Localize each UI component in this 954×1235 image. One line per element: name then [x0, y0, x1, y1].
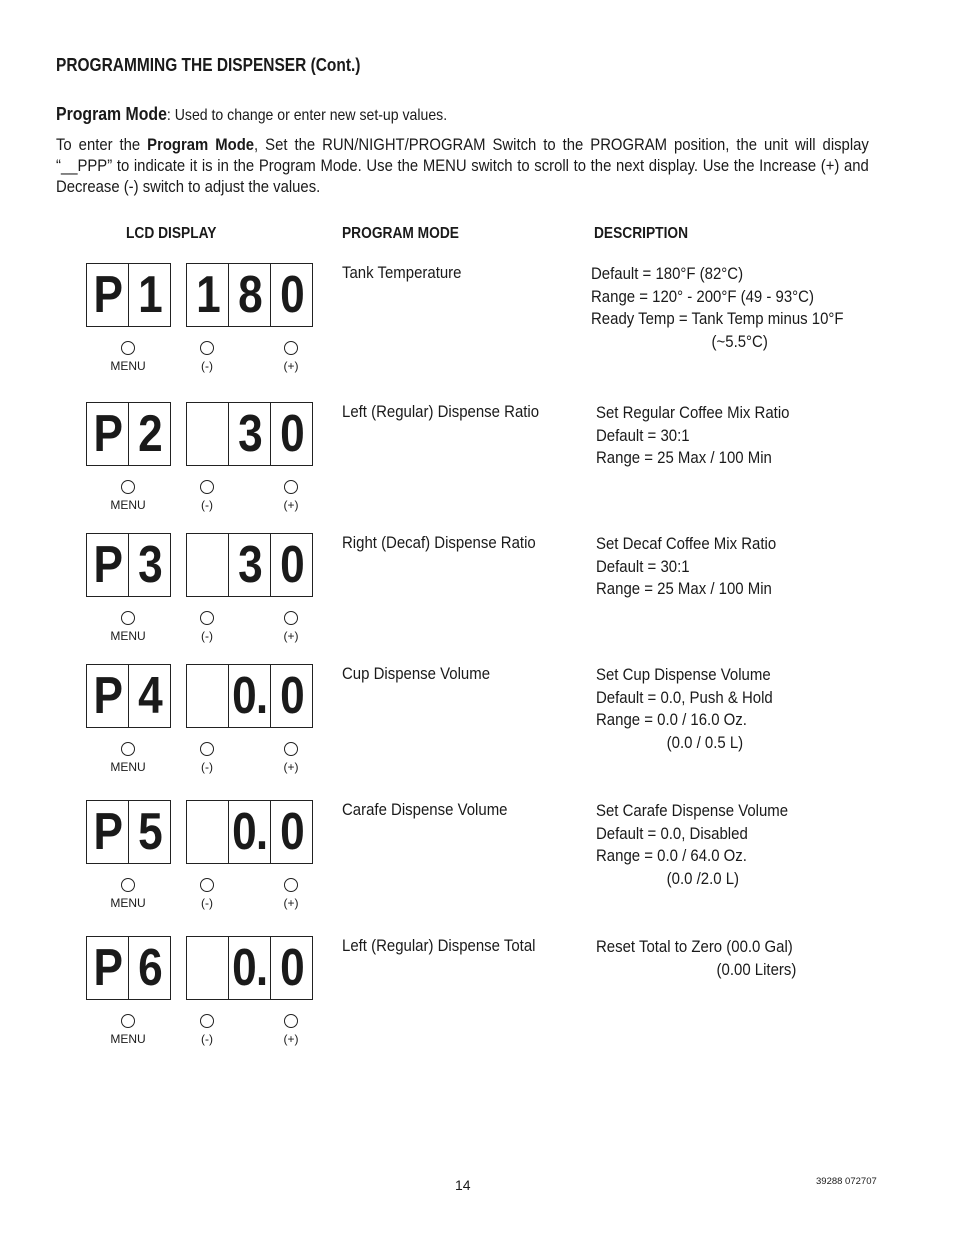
program-description: Set Carafe Dispense Volume Default = 0.0, Disabled Range = 0.0 / 64.0 Oz. (0.0 /2.0 L) — [596, 801, 789, 888]
menu-button-label: MENU — [110, 359, 146, 373]
lcd-digit — [187, 665, 229, 727]
lcd-digit — [87, 937, 129, 999]
increase-button-icon — [284, 878, 298, 892]
program-description: Set Cup Dispense Volume Default = 0.0, Push & Hold Range = 0.0 / 16.0 Oz. (0.0 / 0.5 L) — [596, 665, 773, 752]
lcd-digit — [271, 264, 312, 326]
program-mode-term: Program Mode — [56, 104, 167, 124]
section-title: PROGRAMMING THE DISPENSER (Cont.) — [56, 55, 361, 75]
lcd-digit — [129, 665, 170, 727]
lcd-display-left — [86, 533, 171, 597]
increase-button-icon — [284, 480, 298, 494]
lcd-digit — [87, 264, 129, 326]
lcd-display-left — [86, 664, 171, 728]
decrease-button-icon — [200, 341, 214, 355]
lcd-digit — [271, 534, 312, 596]
menu-button-label: MENU — [110, 629, 146, 643]
lcd-digit — [129, 403, 170, 465]
lcd-digit — [187, 801, 229, 863]
lcd-display-left — [86, 263, 171, 327]
lcd-digit — [87, 403, 129, 465]
lcd-digit-text: 0 — [279, 536, 304, 594]
lcd-digit-text: 0 — [279, 405, 304, 463]
program-mode-name: Cup Dispense Volume — [342, 664, 491, 683]
lcd-digit — [271, 665, 312, 727]
program-row — [0, 263, 954, 383]
lcd-digit — [87, 665, 129, 727]
program-row — [0, 533, 954, 653]
program-mode-name: Right (Decaf) Dispense Ratio — [342, 533, 536, 552]
program-row — [0, 664, 954, 784]
decrease-button-label: (-) — [201, 498, 213, 512]
lcd-digit — [129, 534, 170, 596]
decrease-button-icon — [200, 742, 214, 756]
menu-button-icon — [121, 1014, 135, 1028]
lcd-digit — [271, 801, 312, 863]
column-header-description: DESCRIPTION — [594, 225, 689, 242]
lcd-digit-text: 3 — [137, 536, 162, 594]
program-mode-name: Left (Regular) Dispense Ratio — [342, 402, 540, 421]
program-mode-name: Left (Regular) Dispense Total — [342, 936, 536, 955]
program-row — [0, 402, 954, 522]
menu-button-icon — [121, 341, 135, 355]
lcd-display-right — [186, 800, 313, 864]
lcd-display-right — [186, 664, 313, 728]
lcd-digit — [87, 534, 129, 596]
lcd-digit — [187, 403, 229, 465]
program-description: Set Regular Coffee Mix Ratio Default = 30:1 Range = 25 Max / 100 Min — [596, 403, 790, 467]
lcd-digit — [129, 264, 170, 326]
lcd-digit-text: 1 — [195, 266, 220, 324]
increase-button-label: (+) — [283, 1032, 299, 1046]
column-header-lcd: LCD DISPLAY — [126, 225, 217, 242]
lcd-display-right — [186, 533, 313, 597]
lcd-digit — [129, 937, 170, 999]
program-description: Default = 180°F (82°C) Range = 120° - 200°F (49 - 93°C) Ready Temp = Tank Temp minus 10°F (~5.5°C) — [591, 264, 844, 351]
lcd-digit — [229, 403, 271, 465]
increase-button-icon — [284, 742, 298, 756]
lcd-digit — [229, 534, 271, 596]
lcd-digit — [129, 801, 170, 863]
program-description: Set Decaf Coffee Mix Ratio Default = 30:1 Range = 25 Max / 100 Min — [596, 534, 777, 598]
lcd-digit-text: 0 — [279, 266, 304, 324]
lcd-display-left — [86, 402, 171, 466]
program-mode-name: Tank Temperature — [342, 263, 462, 282]
lcd-display-right — [186, 263, 313, 327]
lcd-digit-text: 0. — [231, 939, 268, 997]
intro-paragraph — [56, 134, 869, 197]
lcd-digit — [229, 937, 271, 999]
menu-button-label: MENU — [110, 760, 146, 774]
lcd-digit-text: 2 — [137, 405, 162, 463]
intro-part1: To enter the — [56, 135, 148, 154]
increase-button-label: (+) — [283, 629, 299, 643]
menu-button-icon — [121, 611, 135, 625]
lcd-digit-text: P — [93, 667, 122, 725]
lcd-digit — [229, 665, 271, 727]
lcd-digit-text: 6 — [137, 939, 162, 997]
intro-part2: , Set the RUN/NIGHT/PROGRAM Switch to the PROGRAM position, the unit will display “__PPP” to indicate it is in the Program Mode. Use the MENU switch to scroll to the next display. Use the Increase (+) and Decrease (-) switch to adjust the values. — [56, 135, 869, 196]
lcd-digit-text: 0 — [279, 667, 304, 725]
lcd-digit — [187, 937, 229, 999]
lcd-display-right — [186, 402, 313, 466]
lcd-digit-text: 0. — [231, 667, 268, 725]
program-row — [0, 936, 954, 1056]
page-number: 14 — [455, 1177, 471, 1193]
increase-button-label: (+) — [283, 896, 299, 910]
lcd-digit-text: P — [93, 939, 122, 997]
lcd-digit — [271, 937, 312, 999]
increase-button-icon — [284, 1014, 298, 1028]
intro-term: Program Mode — [147, 135, 255, 154]
lcd-digit-text: 3 — [237, 536, 262, 594]
lcd-digit-text: 0 — [279, 803, 304, 861]
program-mode-desc: : Used to change or enter new set-up values. — [166, 107, 448, 124]
program-description: Reset Total to Zero (00.0 Gal) (0.00 Liters) — [596, 937, 797, 979]
increase-button-label: (+) — [283, 498, 299, 512]
lcd-display-right — [186, 936, 313, 1000]
lcd-digit-text: 1 — [137, 266, 162, 324]
lcd-digit — [229, 264, 271, 326]
document-code: 39288 072707 — [816, 1176, 877, 1187]
decrease-button-label: (-) — [201, 896, 213, 910]
menu-button-label: MENU — [110, 896, 146, 910]
lcd-digit — [187, 534, 229, 596]
decrease-button-icon — [200, 1014, 214, 1028]
lcd-digit-text: 4 — [137, 667, 162, 725]
lcd-digit-text: 0. — [231, 803, 268, 861]
menu-button-icon — [121, 742, 135, 756]
decrease-button-label: (-) — [201, 629, 213, 643]
decrease-button-label: (-) — [201, 359, 213, 373]
column-header-mode: PROGRAM MODE — [342, 225, 459, 242]
lcd-display-left — [86, 800, 171, 864]
increase-button-icon — [284, 611, 298, 625]
menu-button-label: MENU — [110, 1032, 146, 1046]
lcd-digit-text: 0 — [279, 939, 304, 997]
lcd-digit-text: P — [93, 266, 122, 324]
program-mode-name: Carafe Dispense Volume — [342, 800, 508, 819]
lcd-digit — [187, 264, 229, 326]
increase-button-label: (+) — [283, 760, 299, 774]
lcd-digit-text: 5 — [137, 803, 162, 861]
program-mode-line — [56, 104, 447, 125]
program-row — [0, 800, 954, 920]
increase-button-label: (+) — [283, 359, 299, 373]
increase-button-icon — [284, 341, 298, 355]
lcd-digit-text: P — [93, 803, 122, 861]
lcd-digit — [229, 801, 271, 863]
lcd-digit — [271, 403, 312, 465]
lcd-digit — [87, 801, 129, 863]
lcd-digit-text: 8 — [237, 266, 262, 324]
decrease-button-icon — [200, 480, 214, 494]
decrease-button-label: (-) — [201, 1032, 213, 1046]
menu-button-label: MENU — [110, 498, 146, 512]
decrease-button-icon — [200, 611, 214, 625]
lcd-digit-text: P — [93, 405, 122, 463]
menu-button-icon — [121, 480, 135, 494]
lcd-digit-text: 3 — [237, 405, 262, 463]
lcd-digit-text: P — [93, 536, 122, 594]
lcd-display-left — [86, 936, 171, 1000]
decrease-button-icon — [200, 878, 214, 892]
menu-button-icon — [121, 878, 135, 892]
decrease-button-label: (-) — [201, 760, 213, 774]
